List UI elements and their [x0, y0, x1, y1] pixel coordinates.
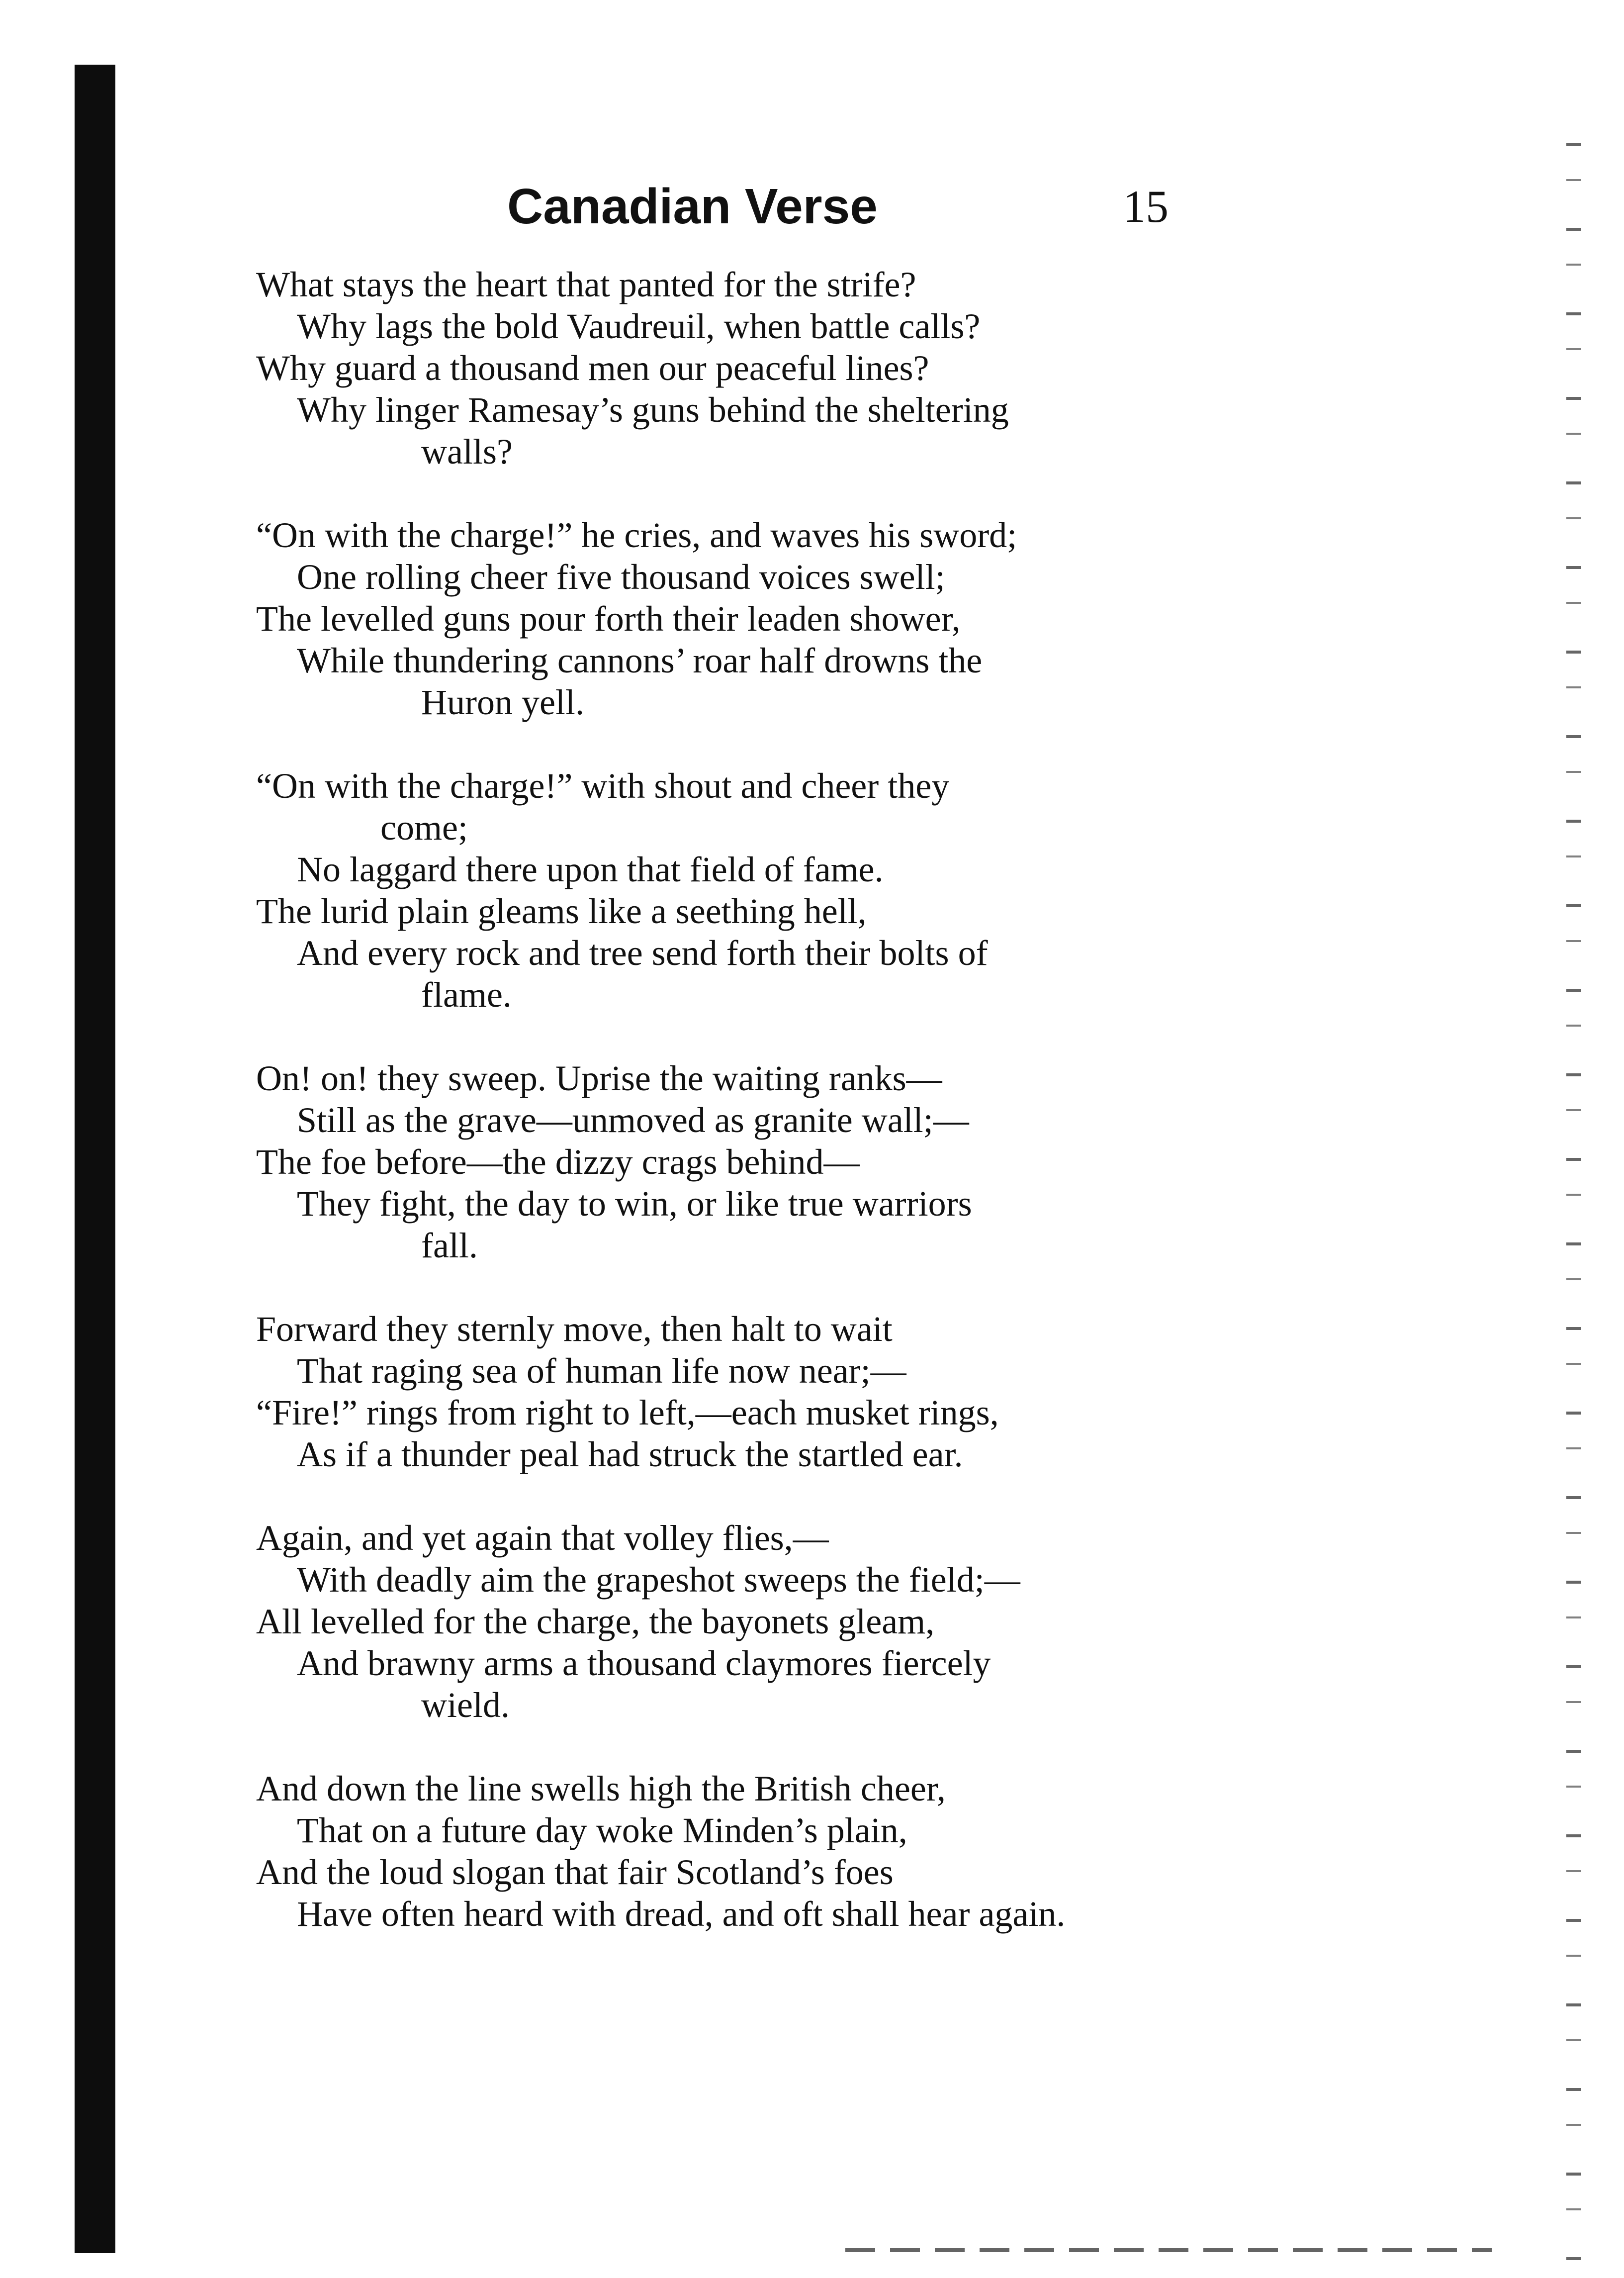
poem-line [256, 1057, 1171, 1099]
poem-line-continuation: Huron yell. [421, 682, 584, 722]
poem-line [256, 1517, 1171, 1559]
poem-line [256, 1893, 1171, 1935]
page-number: 15 [1123, 181, 1169, 232]
poem-body [256, 264, 1171, 1977]
poem-line-continuation: flame. [421, 975, 512, 1015]
poem-line-text: The lurid plain gleams like a seething hell, [256, 891, 867, 931]
poem-line-text: Why lags the bold Vaudreuil, when battle calls? [297, 306, 981, 346]
poem-line-text: That raging sea of human life now near;— [297, 1351, 906, 1391]
poem-line [256, 264, 1171, 305]
poem-line-text: Still as the grave—unmoved as granite wall;— [297, 1100, 969, 1140]
poem-line [256, 1642, 1171, 1726]
poem-line-text: Again, and yet again that volley flies,— [256, 1518, 829, 1558]
poem-line-text: While thundering cannons’ roar half drowns the [297, 641, 983, 680]
poem-line [256, 1099, 1171, 1141]
poem-line-text: The foe before—the dizzy crags behind— [256, 1142, 860, 1182]
poem-line-text: The levelled guns pour forth their leaden shower, [256, 599, 961, 639]
poem-line-continuation: walls? [421, 432, 513, 472]
poem-line-text: Have often heard with dread, and oft shall hear again. [297, 1894, 1066, 1934]
poem-line [256, 890, 1171, 932]
stanza [256, 1057, 1171, 1266]
running-title: Canadian Verse [507, 179, 878, 234]
poem-line [256, 1308, 1171, 1350]
poem-line-continuation: come; [380, 808, 468, 848]
poem-line-text: Forward they sternly move, then halt to wait [256, 1309, 893, 1349]
poem-line-text: What stays the heart that panted for the strife? [256, 265, 916, 304]
poem-line-text: “On with the charge!” with shout and cheer they [256, 766, 950, 806]
bottom-edge-noise [845, 2248, 1492, 2252]
stanza [256, 1517, 1171, 1726]
poem-line [256, 1601, 1171, 1642]
poem-line [256, 556, 1171, 598]
poem-line-text: Why guard a thousand men our peaceful lines? [256, 348, 929, 388]
poem-line-continuation: wield. [421, 1685, 510, 1725]
binding-shadow [75, 65, 115, 2253]
poem-line-text: And every rock and tree send forth their bolts of [297, 933, 988, 973]
poem-line-text: Why linger Ramesay’s guns behind the sheltering [297, 390, 1009, 430]
poem-line [256, 1392, 1171, 1433]
poem-line [256, 1559, 1171, 1601]
stanza [256, 264, 1171, 473]
page-edge-noise [1566, 124, 1581, 2263]
poem-line-text: On! on! they sweep. Uprise the waiting ranks— [256, 1058, 942, 1098]
poem-line-text: And the loud slogan that fair Scotland’s foes [256, 1852, 894, 1892]
poem-line [256, 1768, 1171, 1809]
stanza [256, 1768, 1171, 1935]
stanza [256, 1308, 1171, 1475]
poem-line [256, 347, 1171, 389]
poem-line-text: “On with the charge!” he cries, and waves his sword; [256, 515, 1017, 555]
poem-line [256, 389, 1171, 473]
poem-line-continuation: fall. [421, 1226, 478, 1265]
poem-line-text: As if a thunder peal had struck the startled ear. [297, 1434, 963, 1474]
poem-line-text: And brawny arms a thousand claymores fiercely [297, 1643, 991, 1683]
poem-line [256, 514, 1171, 556]
poem-line [256, 1183, 1171, 1266]
poem-line [256, 640, 1171, 723]
poem-line-text: No laggard there upon that field of fame. [297, 850, 884, 889]
poem-line [256, 765, 1171, 849]
running-header [507, 177, 1169, 236]
poem-line [256, 932, 1171, 1016]
poem-line-text: And down the line swells high the British cheer, [256, 1769, 946, 1808]
poem-line [256, 598, 1171, 640]
poem-line [256, 1851, 1171, 1893]
poem-line [256, 305, 1171, 347]
poem-line [256, 1433, 1171, 1475]
stanza [256, 514, 1171, 723]
poem-line [256, 1350, 1171, 1392]
poem-line-text: All levelled for the charge, the bayonets gleam, [256, 1602, 935, 1641]
stanza [256, 765, 1171, 1016]
poem-line-text: One rolling cheer five thousand voices swell; [297, 557, 945, 597]
poem-line-text: “Fire!” rings from right to left,—each musket rings, [256, 1393, 999, 1432]
poem-line-text: With deadly aim the grapeshot sweeps the field;— [297, 1560, 1020, 1600]
poem-line [256, 849, 1171, 890]
poem-line [256, 1141, 1171, 1183]
poem-line-text: They fight, the day to win, or like true warriors [297, 1184, 972, 1224]
poem-line-text: That on a future day woke Minden’s plain, [297, 1810, 907, 1850]
poem-line [256, 1809, 1171, 1851]
